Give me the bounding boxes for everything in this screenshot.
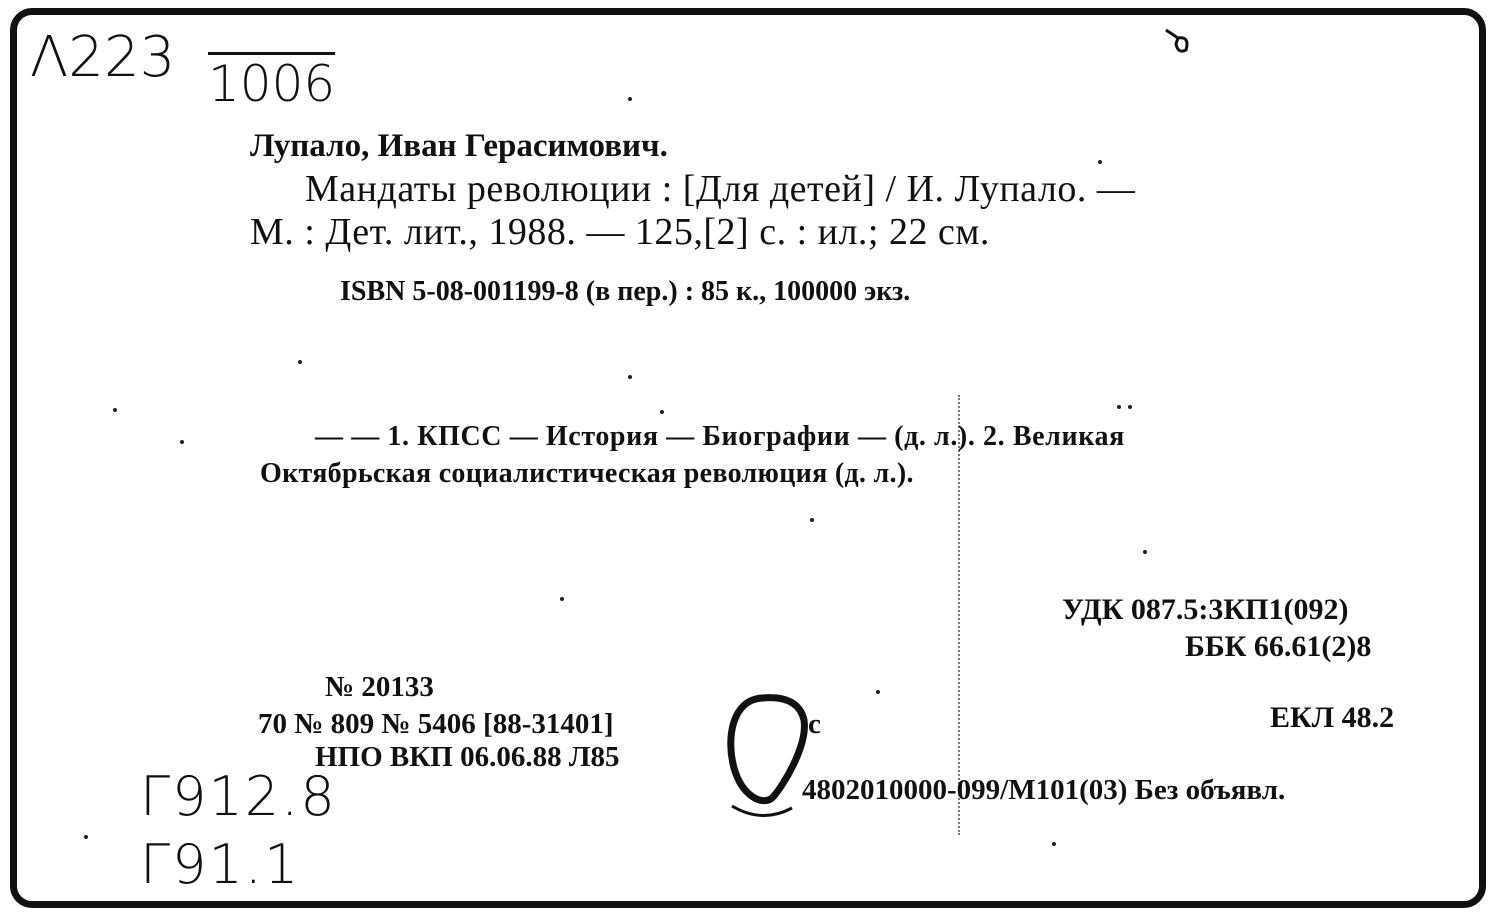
speck [1098, 160, 1102, 164]
bbk-code: ББК 66.61(2)8 [1185, 630, 1372, 663]
ekl-code: ЕКЛ 48.2 [1270, 701, 1395, 734]
speck [876, 690, 880, 694]
speck [628, 375, 632, 379]
handwritten-shelf-code: Λ223 [30, 25, 176, 90]
imprint-statement: М. : Дет. лит., 1988. — 125,[2] с. : ил.; 22 см. [250, 211, 990, 253]
speck [298, 360, 302, 364]
udk-code: УДК 087.5:3КП1(092) [1062, 593, 1349, 626]
handwritten-classification-1: Г912.8 [140, 765, 337, 828]
handwritten-sub-code: 1006 [208, 52, 335, 109]
speck [1143, 550, 1147, 554]
speck [1052, 842, 1056, 846]
fold-line [958, 395, 960, 835]
subjects-line-2: Октябрьская социалистическая революция (д. л.). [260, 458, 914, 489]
code-line: 4802010000-099/М101(03) Без объявл. [802, 774, 1286, 806]
speck [84, 835, 88, 839]
speck [1128, 405, 1132, 409]
print-line-tail: с [808, 708, 821, 740]
npo-line: НПО ВКП 06.06.88 Л85 [315, 741, 620, 773]
speck [810, 518, 814, 522]
title-statement: Мандаты революции : [Для детей] / И. Лупало. — [305, 168, 1136, 210]
order-number: № 20133 [325, 671, 434, 703]
subjects-line-1: — — 1. КПСС — История — Биографии — (д. л.). 2. Великая [315, 421, 1125, 452]
author-heading: Лупало, Иван Герасимович. [250, 128, 668, 164]
speck [1117, 405, 1121, 409]
isbn-line: ISBN 5-08-001199-8 (в пер.) : 85 к., 100000 экз. [340, 276, 911, 307]
speck [628, 97, 632, 101]
handwritten-classification-2: Г91.1 [140, 833, 301, 896]
speck [113, 408, 117, 412]
print-line: 70 № 809 № 5406 [88-31401] [258, 708, 614, 740]
pen-mark-icon [1160, 24, 1200, 60]
speck [180, 440, 184, 444]
speck [660, 410, 664, 414]
speck [560, 597, 564, 601]
hole-loop-mark-icon [712, 688, 822, 828]
